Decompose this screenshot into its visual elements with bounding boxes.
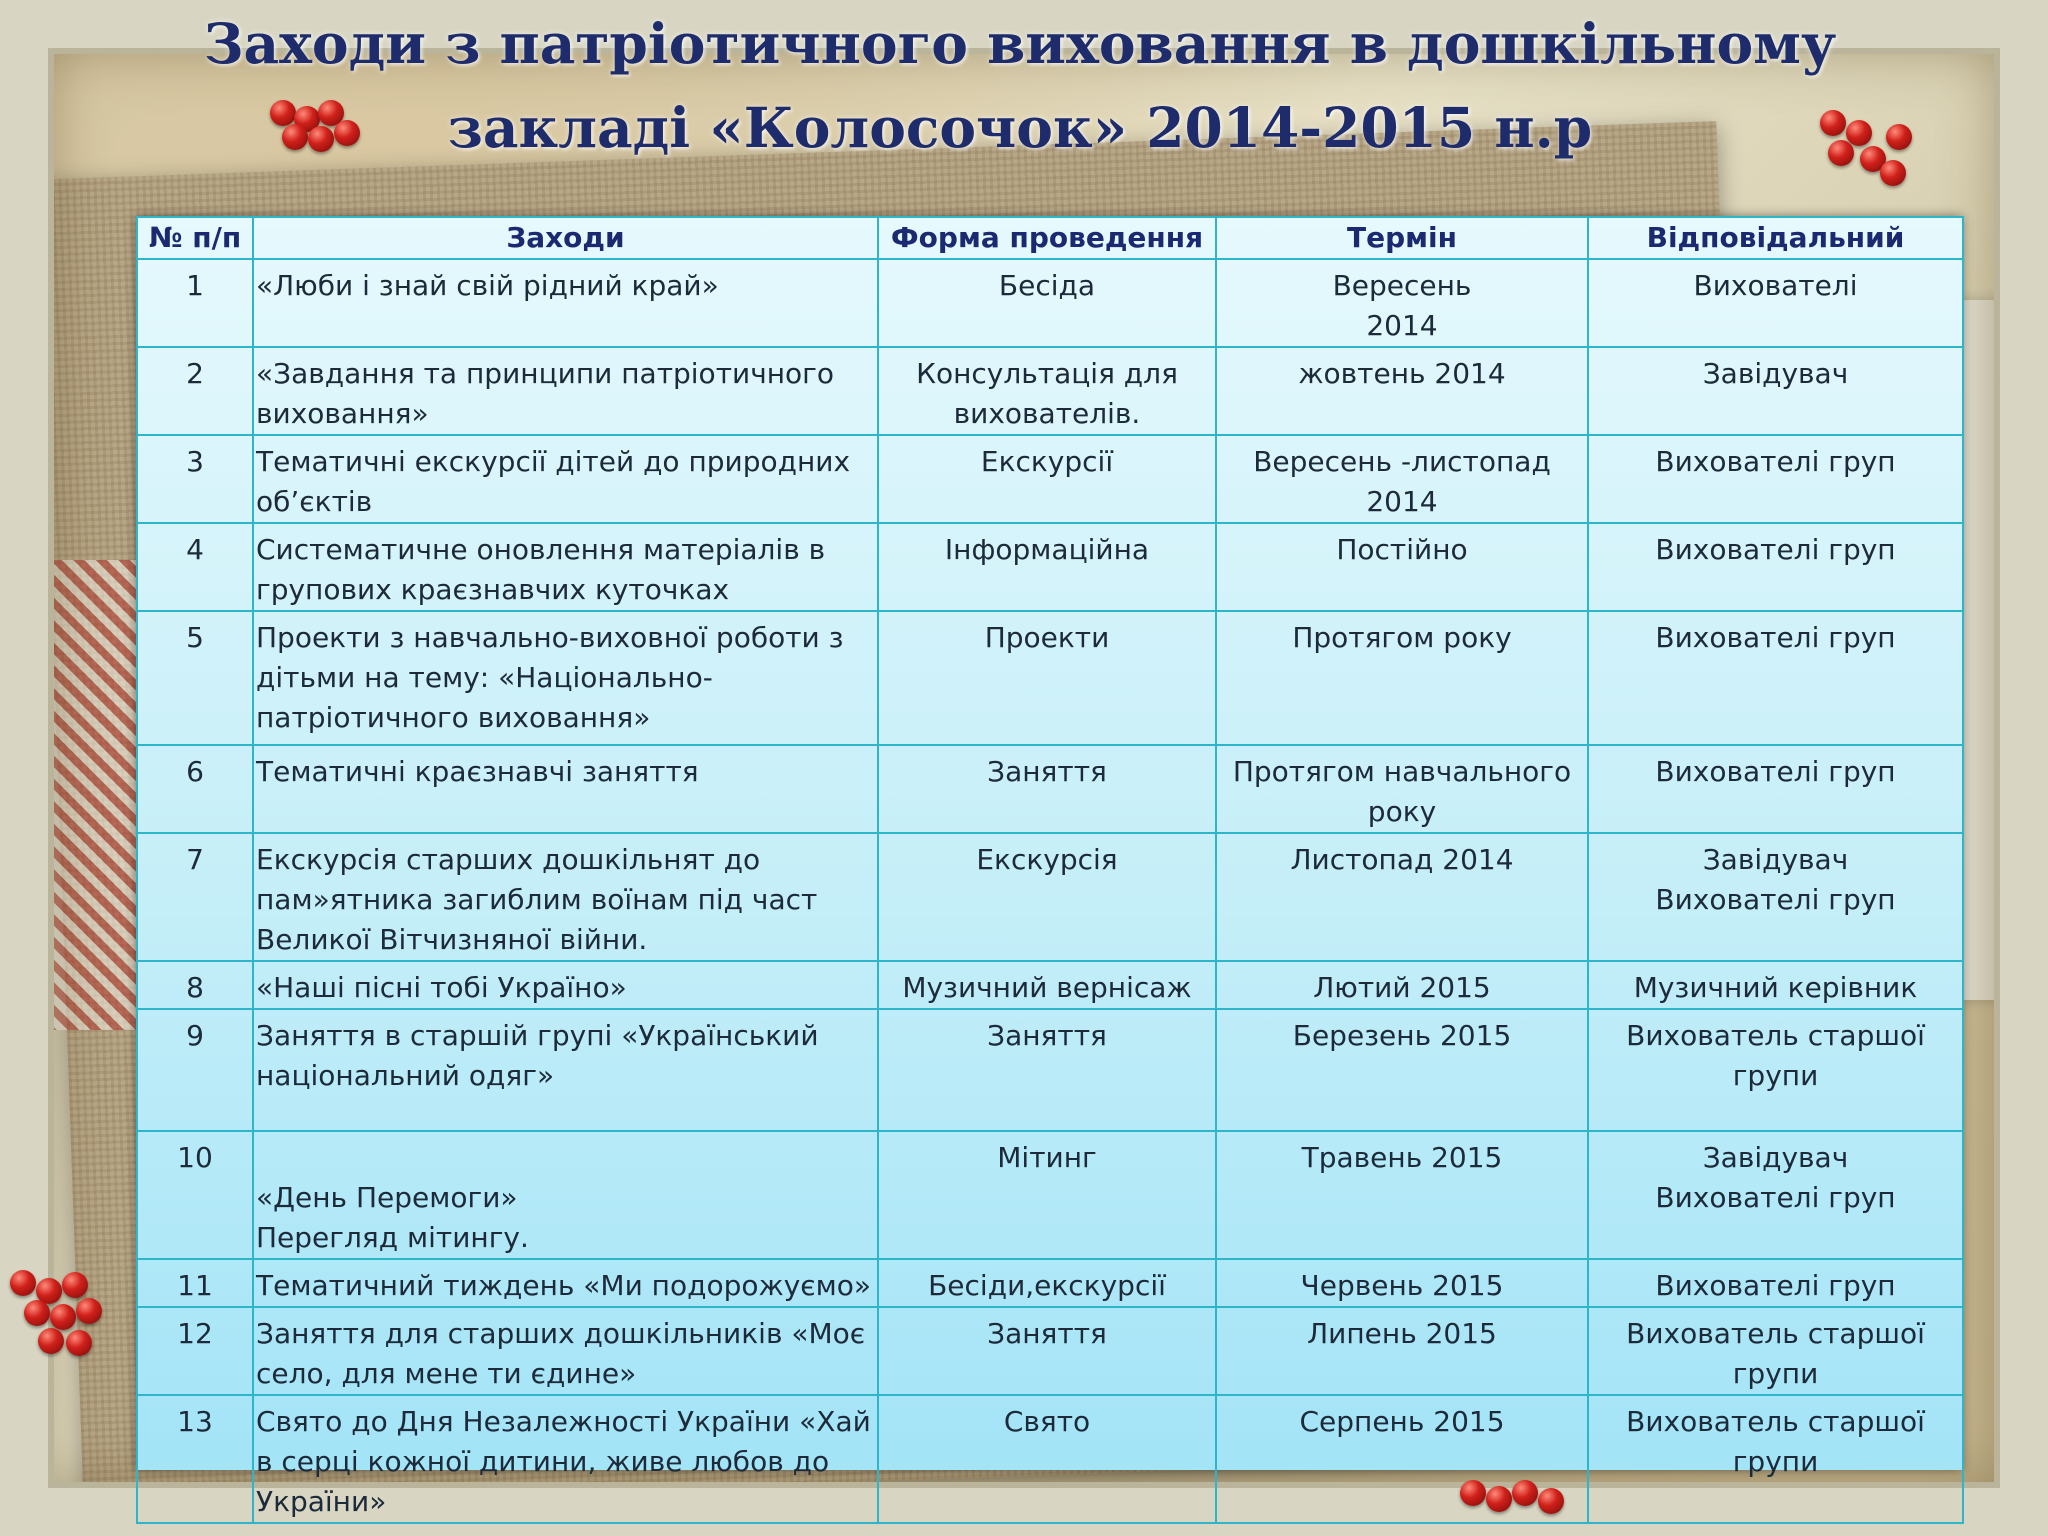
row-term: Листопад 2014 — [1216, 833, 1588, 961]
row-responsible: Вихователі груп — [1588, 523, 1963, 611]
row-event: Проекти з навчально-виховної роботи з дітьми на тему: «Національно-патріотичного виховання» — [253, 611, 878, 745]
row-form: Заняття — [878, 745, 1216, 833]
row-number: 12 — [137, 1307, 253, 1395]
row-form: Екскурсії — [878, 435, 1216, 523]
row-term: Протягом навчального року — [1216, 745, 1588, 833]
row-number: 11 — [137, 1259, 253, 1307]
row-event: Заняття в старшій групі «Український національний одяг» — [253, 1009, 878, 1131]
row-responsible: Завідувач Вихователі груп — [1588, 1131, 1963, 1259]
table-row — [137, 611, 1963, 745]
header-form: Форма проведення — [878, 217, 1216, 259]
table-row — [137, 1009, 1963, 1131]
table-row — [137, 745, 1963, 833]
row-term: жовтень 2014 — [1216, 347, 1588, 435]
row-term: Червень 2015 — [1216, 1259, 1588, 1307]
row-responsible: Вихователі груп — [1588, 611, 1963, 745]
row-term: Вересень 2014 — [1216, 259, 1588, 347]
row-number: 13 — [137, 1395, 253, 1523]
row-form: Свято — [878, 1395, 1216, 1523]
row-form: Заняття — [878, 1009, 1216, 1131]
row-number: 6 — [137, 745, 253, 833]
row-responsible: Вихователі груп — [1588, 745, 1963, 833]
row-number: 4 — [137, 523, 253, 611]
table-row — [137, 523, 1963, 611]
row-responsible: Вихователі — [1588, 259, 1963, 347]
events-table-container — [136, 216, 1962, 1518]
row-number: 10 — [137, 1131, 253, 1259]
table-row — [137, 1307, 1963, 1395]
row-responsible: Вихователь старшої групи — [1588, 1307, 1963, 1395]
row-responsible: Вихователь старшої групи — [1588, 1009, 1963, 1131]
row-term: Вересень -листопад 2014 — [1216, 435, 1588, 523]
row-number: 8 — [137, 961, 253, 1009]
row-form: Консультація для вихователів. — [878, 347, 1216, 435]
row-event: Екскурсія старших дошкільнят до пам»ятника загиблим воїнам під част Великої Вітчизняної війни. — [253, 833, 878, 961]
row-event: «Люби і знай свій рідний край» — [253, 259, 878, 347]
row-number: 1 — [137, 259, 253, 347]
row-number: 9 — [137, 1009, 253, 1131]
row-term: Травень 2015 — [1216, 1131, 1588, 1259]
row-responsible: Вихователь старшої групи — [1588, 1395, 1963, 1523]
row-form: Екскурсія — [878, 833, 1216, 961]
row-responsible: Вихователі груп — [1588, 435, 1963, 523]
row-form: Мітинг — [878, 1131, 1216, 1259]
row-term: Лютий 2015 — [1216, 961, 1588, 1009]
table-header-row — [137, 217, 1963, 259]
header-event: Заходи — [253, 217, 878, 259]
row-form: Музичний вернісаж — [878, 961, 1216, 1009]
row-form: Бесіда — [878, 259, 1216, 347]
table-row — [137, 833, 1963, 961]
header-number: № п/п — [137, 217, 253, 259]
table-row — [137, 961, 1963, 1009]
header-responsible: Відповідальний — [1588, 217, 1963, 259]
row-event: Систематичне оновлення матеріалів в групових краєзнавчих куточках — [253, 523, 878, 611]
row-responsible: Музичний керівник — [1588, 961, 1963, 1009]
row-number: 2 — [137, 347, 253, 435]
page-title: Заходи з патріотичного виховання в дошкільному закладі «Колосочок» 2014-2015 н.р — [203, 11, 1837, 160]
row-term: Протягом року — [1216, 611, 1588, 745]
row-event: «Наші пісні тобі Україно» — [253, 961, 878, 1009]
table-row — [137, 435, 1963, 523]
row-event: Заняття для старших дошкільників «Моє село, для мене ти єдине» — [253, 1307, 878, 1395]
row-form: Проекти — [878, 611, 1216, 745]
row-form: Інформаційна — [878, 523, 1216, 611]
table-row — [137, 347, 1963, 435]
header-term: Термін — [1216, 217, 1588, 259]
row-responsible: Завідувач — [1588, 347, 1963, 435]
table-row — [137, 1395, 1963, 1523]
row-form: Заняття — [878, 1307, 1216, 1395]
row-event: Тематичні екскурсії дітей до природних об’єктів — [253, 435, 878, 523]
table-row — [137, 1131, 1963, 1259]
row-responsible: Вихователі груп — [1588, 1259, 1963, 1307]
row-event: Тематичний тиждень «Ми подорожуємо» — [253, 1259, 878, 1307]
row-term: Постійно — [1216, 523, 1588, 611]
row-responsible: Завідувач Вихователі груп — [1588, 833, 1963, 961]
row-form: Бесіди,екскурсії — [878, 1259, 1216, 1307]
row-event: «День Перемоги» Перегляд мітингу. — [253, 1131, 878, 1259]
row-number: 3 — [137, 435, 253, 523]
table-row — [137, 1259, 1963, 1307]
table-row — [137, 259, 1963, 347]
row-event: Тематичні краєзнавчі заняття — [253, 745, 878, 833]
row-term: Березень 2015 — [1216, 1009, 1588, 1131]
row-term: Серпень 2015 — [1216, 1395, 1588, 1523]
row-term: Липень 2015 — [1216, 1307, 1588, 1395]
events-table — [136, 216, 1964, 1524]
row-number: 5 — [137, 611, 253, 745]
row-event: «Завдання та принципи патріотичного виховання» — [253, 347, 878, 435]
row-event: Свято до Дня Незалежності України «Хай в серці кожної дитини, живе любов до України» — [253, 1395, 878, 1523]
row-number: 7 — [137, 833, 253, 961]
